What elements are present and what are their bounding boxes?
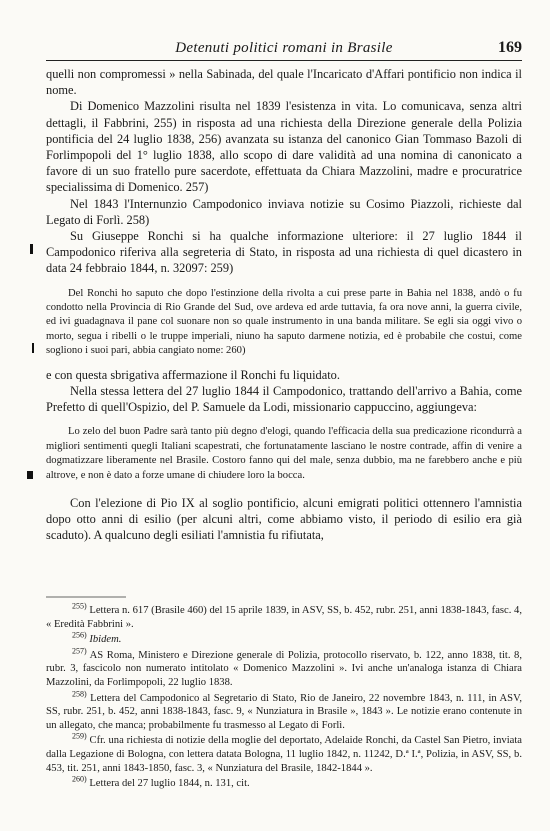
paragraph: Nella stessa lettera del 27 luglio 1844 il Campodonico, trattando dell'arrivo a Bahia, come Prefetto di quell'Ospizio, del P. Samuele da Lodi, missionario cappuccino, aggiungeva:	[46, 383, 522, 415]
footnote-text: Lettera del 27 luglio 1844, n. 131, cit.	[89, 778, 250, 790]
footnote-text: Ibidem.	[89, 634, 122, 646]
footnote-separator	[46, 596, 522, 598]
footnote-number: 259)	[72, 731, 87, 741]
page-number: 169	[498, 39, 522, 56]
footnote-number: 255)	[72, 601, 87, 611]
footnote	[46, 689, 523, 733]
footnote	[46, 601, 522, 631]
footnote	[46, 630, 522, 647]
paragraph: e con questa sbrigativa affermazione il Ronchi fu liquidato.	[46, 367, 340, 382]
footnote-number: 257)	[72, 646, 87, 656]
page-header	[46, 38, 522, 61]
footnote	[46, 731, 522, 775]
paragraph: quelli non compromessi » nella Sabinada, del quale l'Incaricato d'Affari pontificio non indica il nome.	[46, 67, 522, 98]
footnote	[46, 646, 522, 690]
paragraph: Su Giuseppe Ronchi si ha qualche informazione ulteriore: il 27 luglio 1844 il Campodonico riferiva alla segreteria di Stato, in risposta ad una richiesta di quel dicastero in data 24 febbraio 1844, n. 32097: 259)	[46, 229, 522, 276]
scan-margin-mark	[30, 244, 33, 254]
footnote-number: 258)	[72, 689, 87, 699]
paragraph: Di Domenico Mazzolini risulta nel 1839 l'esistenza in vita. Lo comunicava, senza altri dettagli, il Fabbrini, 255) in risposta ad una richiesta della Direzione generale della Polizia pontificia del 24 luglio 1838, 256) avanzata su istanza del canonico Gian Tommaso Bazoli di Forlimpopoli del 1° luglio 1838, allo scopo di dare validità ad una nomina di canonicato a favore di un suo fratello pure sacerdote, effettuata da Chiara Mazzolini, madre e procuratrice specialissima di Domenico. 257)	[46, 99, 522, 195]
footnote-text: AS Roma, Ministero e Direzione generale di Polizia, protocollo riservato, b. 122, anno 1838, tit. 8, rubr. 3, fascicolo non numerato intitolato « Domenico Mazzolini ». Ivi anche un'analoga istanza di Chiara Mazzolini, da Forlimpopoli, 22 luglio 1838.	[46, 649, 522, 688]
footnotes	[46, 601, 523, 793]
paragraph: Con l'elezione di Pio IX al soglio pontificio, alcuni emigrati politici ottennero l'amnistia dopo otto anni di esilio (per alcuni altri, come abbiamo visto, il periodo di esilio era già scaduto). A qualcuno degli esiliati l'amnistia fu rifiutata,	[46, 495, 522, 543]
footnote-number: 256)	[72, 630, 87, 640]
main-text	[46, 66, 522, 544]
scan-margin-mark	[32, 343, 34, 353]
block-quote: Del Ronchi ho saputo che dopo l'estinzione della rivolta a cui prese parte in Bahia nel 1838, andò o fu condotto nella Provincia di Rio Grande del Sud, ove ardeva ed arde tuttavia, fa ora nove anni, la guerra civile, ed ivi guadagnava il pane col suonare non so quale instrumento in una banda militare. Se egli sia oggi vivo o morto, segua i ribelli o le truppe imperiali, niuno ha saputo darmene notizia, ed è probabile che costui, come sogliono i suoi pari, abbia cangiato nome: 260)	[46, 287, 522, 357]
footnote-number: 260)	[72, 774, 87, 784]
footnote	[46, 774, 522, 791]
block-quote: Lo zelo del buon Padre sarà tanto più degno d'elogi, quando l'efficacia della sua predicazione ricondurrà a migliori sentimenti quegli Italiani scapestrati, che fortunatamente lasciano le nostre contrade, affin di venire a dogmatizzare liberamente nel Brasile. Costoro fanno qui del male, senza dubbio, ma ne farebbero anche e più altrove, e non è dato a forze umane di chiudere loro la bocca.	[46, 426, 522, 481]
footnote-text: Cfr. una richiesta di notizie della moglie del deportato, Adelaide Ronchi, da Castel San Pietro, inviata dalla Legazione di Bologna, con lettera datata Bologna, 11 luglio 1842, n. 11242, D.ª I.ª, Polizia, in ASV, SS, b. 453, tit. 251, anni 1843-1850, fasc. 3, « Nunziatura del Brasile, 1842-1844 ».	[46, 735, 522, 774]
scan-margin-mark	[27, 471, 33, 479]
paragraph: Nel 1843 l'Internunzio Campodonico inviava notizie su Cosimo Piazzoli, richieste dal Legato di Forlì. 258)	[46, 196, 522, 227]
footnote-text: Lettera n. 617 (Brasile 460) del 15 aprile 1839, in ASV, SS, b. 452, rubr. 251, anni 1838-1843, fasc. 4, « Eredità Fabbrini ».	[46, 605, 522, 630]
running-title: Detenuti politici romani in Brasile	[175, 40, 393, 56]
footnote-text: Lettera del Campodonico al Segretario di Stato, Rio de Janeiro, 22 novembre 1843, n. 111, in ASV, SS, rubr. 251, b. 452, anni 1838-1843, fasc. 9, « Nunziatura in Brasile », 1843 ». Le notizie erano contenute in un allegato, che manca; probabilmente fu trasmesso al Legato di Forlì.	[46, 692, 523, 731]
